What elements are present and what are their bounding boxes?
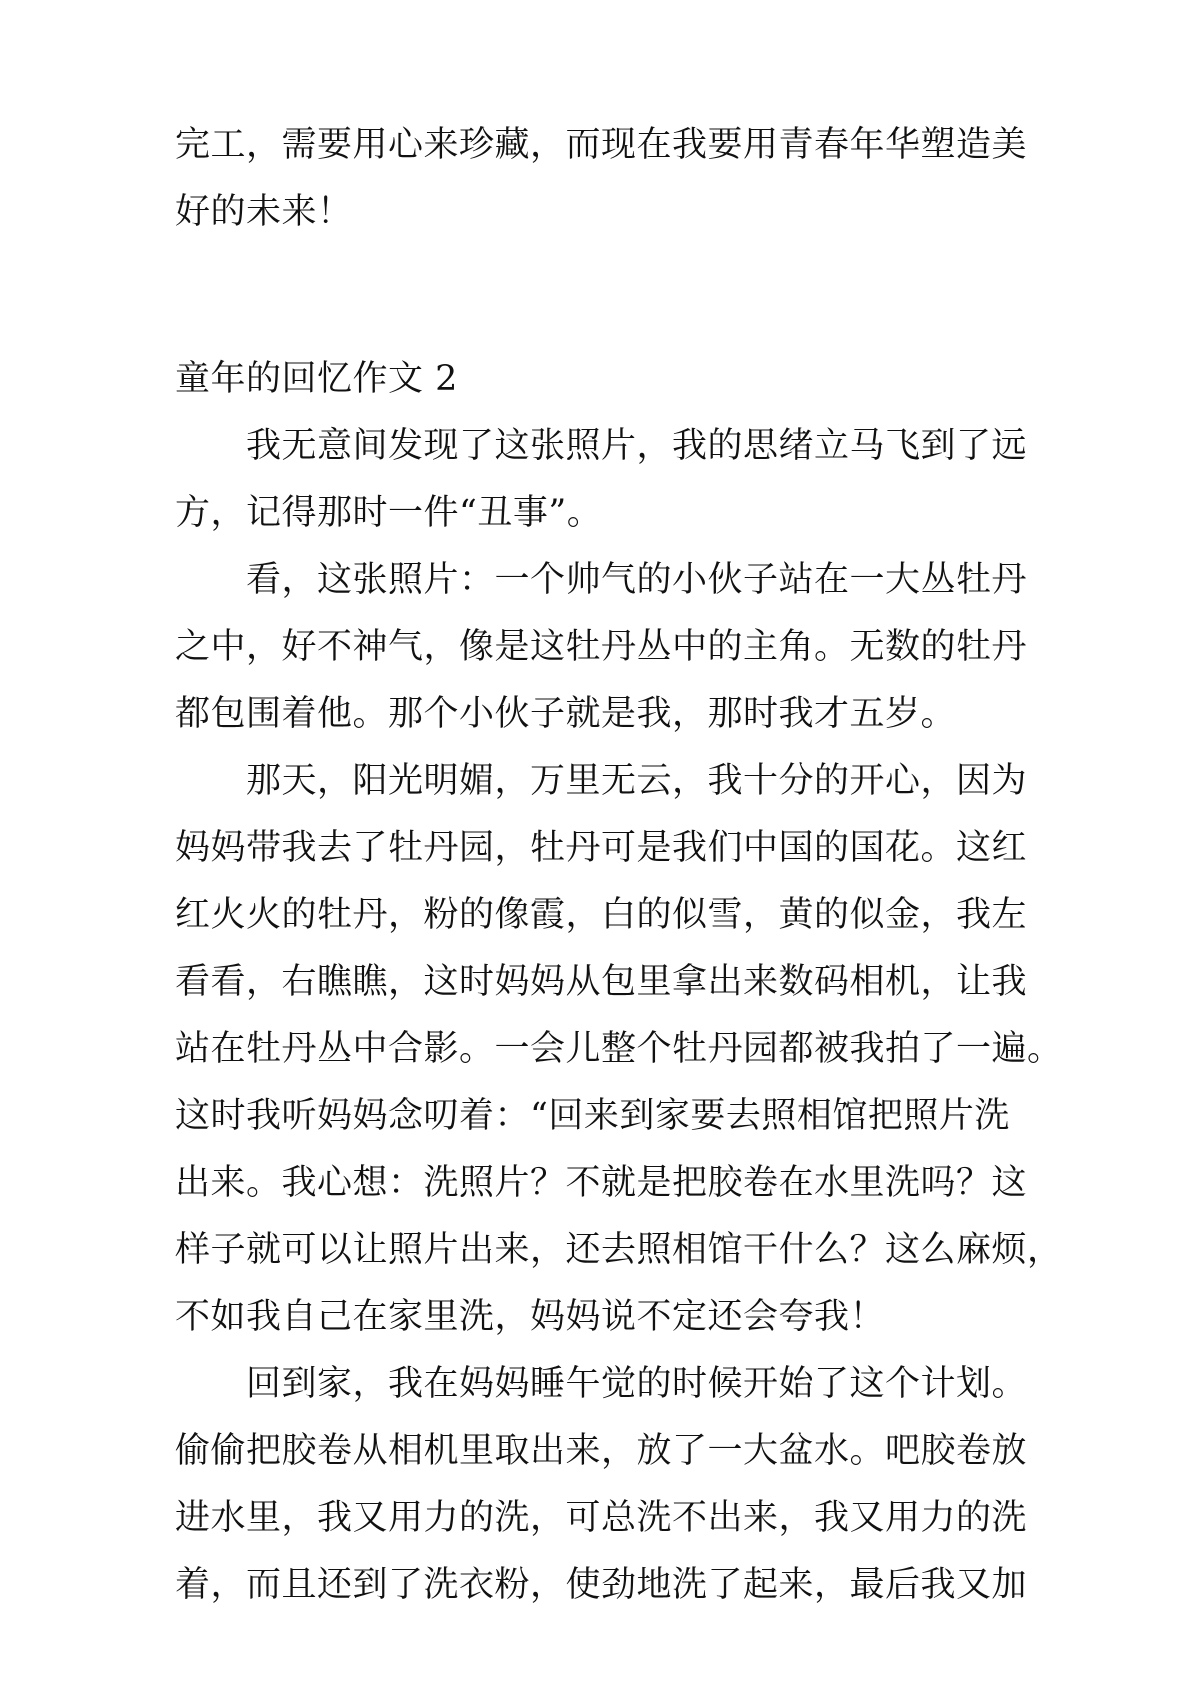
paragraph-line: 妈妈带我去了牡丹园，牡丹可是我们中国的国花。这红 xyxy=(175,828,1028,868)
paragraph-line: 之中，好不神气，像是这牡丹丛中的主角。无数的牡丹 xyxy=(175,627,1028,667)
paragraph-line: 红火火的牡丹，粉的像霞，白的似雪，黄的似金，我左 xyxy=(175,895,1028,935)
paragraph-line: 出来。我心想：洗照片？不就是把胶卷在水里洗吗？这 xyxy=(175,1163,1028,1203)
paragraph-line: 都包围着他。那个小伙子就是我，那时我才五岁。 xyxy=(175,694,957,734)
section-spacer xyxy=(175,246,1070,346)
paragraph-line: 回到家，我在妈妈睡午觉的时候开始了这个计划。 xyxy=(175,1364,1028,1404)
paragraph-line: 这时我听妈妈念叨着：“回来到家要去照相馆把照片洗 xyxy=(175,1096,1010,1136)
paragraph-line: 我无意间发现了这张照片，我的思绪立马飞到了远 xyxy=(175,426,1028,466)
paragraph-line: 完工，需要用心来珍藏，而现在我要用青春年华塑造美 xyxy=(175,125,1028,165)
paragraph-line: 样子就可以让照片出来，还去照相馆干什么？这么麻烦， xyxy=(175,1230,1063,1270)
document-page xyxy=(175,112,1070,1619)
paragraph-line: 方，记得那时一件“丑事”。 xyxy=(175,493,603,533)
paragraph-line: 着，而且还到了洗衣粉，使劲地洗了起来，最后我又加 xyxy=(175,1565,1028,1605)
paragraph-line: 站在牡丹丛中合影。一会儿整个牡丹园都被我拍了一遍。 xyxy=(175,1029,1063,1069)
section-title: 童年的回忆作文 2 xyxy=(175,359,458,399)
paragraph-line: 不如我自己在家里洗，妈妈说不定还会夸我！ xyxy=(175,1297,886,1337)
paragraph-line: 看，这张照片：一个帅气的小伙子站在一大丛牡丹 xyxy=(175,560,1028,600)
paragraph-line: 好的未来！ xyxy=(175,192,353,232)
paragraph-line: 进水里，我又用力的洗，可总洗不出来，我又用力的洗 xyxy=(175,1498,1028,1538)
paragraph-line: 那天，阳光明媚，万里无云，我十分的开心，因为 xyxy=(175,761,1028,801)
paragraph-line: 偷偷把胶卷从相机里取出来，放了一大盆水。吧胶卷放 xyxy=(175,1431,1028,1471)
paragraph-line: 看看，右瞧瞧，这时妈妈从包里拿出来数码相机，让我 xyxy=(175,962,1028,1002)
